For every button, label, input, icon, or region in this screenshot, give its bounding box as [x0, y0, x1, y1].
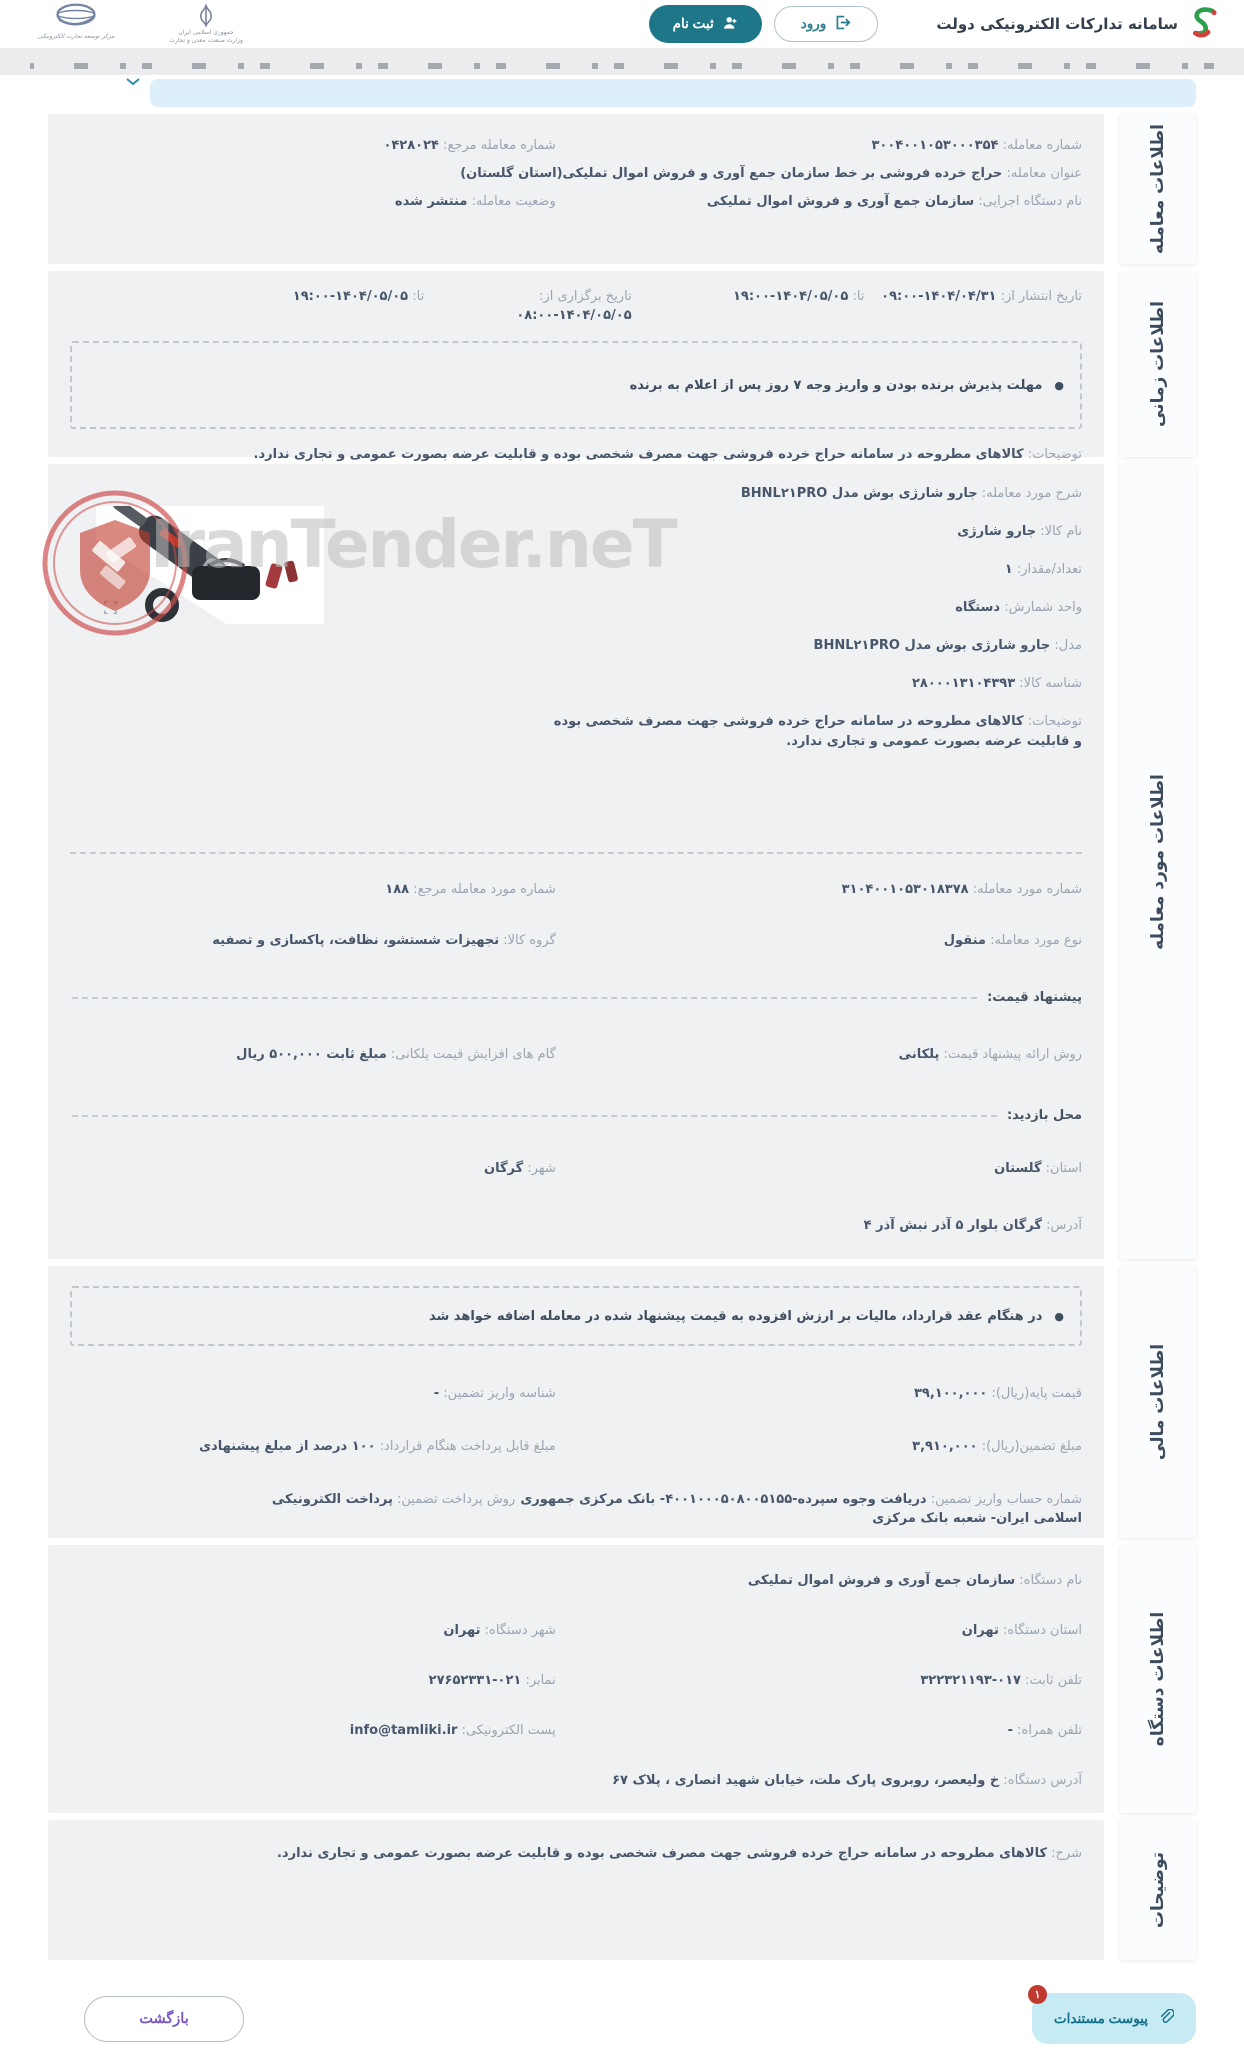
login-label: ورود	[800, 16, 827, 31]
section-content	[48, 114, 1104, 264]
main-content	[0, 114, 1244, 1960]
bullet-icon: ●	[1054, 1309, 1064, 1323]
price-offer-separator: پیشنهاد قیمت:	[70, 990, 1082, 1005]
field-org-city: شهر دستگاه: تهران	[443, 1623, 556, 1638]
section-content	[48, 1545, 1104, 1813]
field-org-province: استان دستگاه: تهران	[961, 1623, 1082, 1638]
field-address: آدرس: گرگان بلوار ۵ آذر نبش آذر ۴	[863, 1218, 1082, 1233]
section-deal-info	[48, 114, 1196, 264]
ecommerce-center-logo	[28, 3, 124, 41]
field-deal-title: عنوان معامله: حراج خرده فروشی بر خط سازمان جمع آوری و فروش اموال تملیکی(استان گلستان)	[460, 166, 1082, 181]
ecommerce-center-caption: مرکز توسعه تجارت الکترونیکی	[37, 33, 115, 40]
field-item-category: گروه کالا: تجهیزات شستشو، نظافت، پاکسازی و تصفیه	[212, 933, 556, 948]
section-title: توضیحات	[1148, 1851, 1168, 1929]
product-photo	[96, 506, 324, 624]
section-notes	[48, 1820, 1196, 1960]
dashed-separator	[70, 852, 1082, 854]
field-org-phone: تلفن ثابت: ۰۱۷-۳۲۲۳۲۱۱۹۳	[920, 1673, 1082, 1688]
section-label-panel	[1120, 1266, 1196, 1538]
winner-deadline-notice: ● مهلت پذیرش برنده بودن و واریز وجه ۷ روز پس از اعلام به برنده	[70, 341, 1082, 429]
field-item-type: نوع مورد معامله: منقول	[943, 933, 1082, 948]
section-title: اطلاعات مالی	[1148, 1343, 1168, 1461]
login-button[interactable]	[774, 6, 879, 42]
field-org-email: پست الکترونیکی: info@tamliki.ir	[349, 1723, 556, 1738]
field-price-step: گام های افزایش قیمت پلکانی: مبلغ ثابت ۵۰۰,۰۰۰ ریال	[236, 1047, 556, 1062]
back-button[interactable]: بازگشت	[84, 1996, 244, 2042]
field-item-notes: توضیحات: کالاهای مطروحه در سامانه حراج خرده فروشی جهت مصرف شخصی بوده و قابلیت عرضه بصورت عمومی و تجاری ندارد.	[553, 714, 1082, 749]
field-deal-status: وضعیت معامله: منتشر شده	[394, 194, 556, 209]
bullet-icon: ●	[1054, 378, 1064, 392]
section-item-info	[48, 464, 1196, 1259]
login-icon	[834, 14, 851, 34]
field-guarantee-amount: مبلغ تضمین(ریال): ۳,۹۱۰,۰۰۰	[912, 1439, 1082, 1454]
photo-expand-icon[interactable]	[104, 601, 117, 618]
user-plus-icon	[722, 15, 738, 34]
status-badge: منتشر شده	[394, 194, 468, 209]
section-label-panel	[1120, 464, 1196, 1259]
section-content	[48, 464, 1104, 1259]
field-item-model: مدل: جارو شارژی بوش مدل BHNL۲۱PRO	[813, 638, 1082, 653]
section-label-panel	[1120, 114, 1196, 264]
field-publish-to: تا: ۱۴۰۴/۰۵/۰۵-۱۹:۰۰	[732, 289, 865, 304]
field-item-number: شماره مورد معامله: ۳۱۰۴۰۰۱۰۵۳۰۱۸۳۷۸	[841, 882, 1082, 897]
section-content	[48, 1266, 1104, 1538]
section-label-panel	[1120, 1545, 1196, 1813]
field-guarantee-deposit-id: شناسه واریز تضمین: -	[433, 1386, 556, 1401]
vacuum-photo-graphic	[96, 506, 324, 624]
section-timing-info	[48, 271, 1196, 462]
item-fields	[550, 480, 1082, 752]
field-item-unit: واحد شمارش: دستگاه	[955, 600, 1082, 615]
section-title: اطلاعات معامله	[1148, 123, 1168, 255]
field-item-name: نام کالا: جارو شارژی	[957, 524, 1082, 539]
field-offer-method: روش ارائه پیشنهاد قیمت: پلکانی	[898, 1047, 1082, 1062]
field-guarantee-payment-method: روش پرداخت تضمین: پرداخت الکترونیکی	[271, 1492, 516, 1507]
field-guarantee-account: شماره حساب واریز تضمین: دریافت وجوه سپرده-۴۰۰۱۰۰۰۵۰۸۰۰۵۱۵۵- بانک مرکزی جمهوری اسلامی ایران- شعبه بانک مرکزی	[520, 1492, 1082, 1526]
section-financial-info	[48, 1266, 1196, 1538]
ministry-caption-1: جمهوری اسلامی ایران	[178, 29, 234, 36]
field-held-from: تاریخ برگزاری از: ۱۴۰۴/۰۵/۰۵-۰۸:۰۰	[516, 289, 632, 323]
field-item-description: شرح مورد معامله: جارو شارژی بوش مدل BHNL۲۱PRO	[740, 486, 1082, 501]
field-item-quantity: تعداد/مقدار: ۱	[1004, 562, 1082, 577]
field-deal-ref-number: شماره معامله مرجع: ۰۴۲۸۰۲۴	[383, 138, 556, 153]
field-item-ref-number: شماره مورد معامله مرجع: ۱۸۸	[385, 882, 556, 897]
field-deal-number: شماره معامله: ۳۰۰۴۰۰۱۰۵۳۰۰۰۳۵۴	[871, 138, 1082, 153]
paperclip-icon	[1158, 2009, 1174, 2028]
field-contract-payable: مبلغ قابل پرداخت هنگام قرارداد: ۱۰۰ درصد از مبلغ پیشنهادی	[199, 1439, 556, 1454]
globe-icon	[50, 3, 102, 33]
register-button[interactable]	[649, 5, 762, 43]
section-content	[48, 1820, 1104, 1960]
register-label: ثبت نام	[672, 16, 714, 31]
field-org-address: آدرس دستگاه: خ ولیعصر، روبروی پارک ملت، خیابان شهید انصاری ، پلاک ۶۷	[612, 1773, 1082, 1788]
section-label-panel	[1120, 1820, 1196, 1960]
ministry-logo	[158, 3, 254, 45]
field-publish-from: تاریخ انتشار از: ۱۴۰۴/۰۴/۳۱-۰۹:۰۰	[881, 289, 1082, 304]
iran-emblem-icon	[195, 3, 217, 29]
field-item-id: شناسه کالا: ۲۸۰۰۰۱۳۱۰۴۳۹۳	[911, 676, 1082, 691]
alert-strip	[150, 79, 1196, 107]
vat-notice: ● در هنگام عقد قرارداد، مالیات بر ارزش افزوده به قیمت پیشنهاد شده در معامله اضافه خواهد شد	[70, 1286, 1082, 1346]
section-label-panel	[1120, 271, 1196, 457]
main-nav-clipped[interactable]	[0, 48, 1244, 75]
watermark-text: IranTender.neT	[150, 506, 676, 583]
section-organization-info	[48, 1545, 1196, 1813]
clipped-nav-text	[30, 63, 1214, 69]
attachments-label: پیوست مستندات	[1053, 2010, 1148, 2026]
field-province: استان: گلستان	[994, 1161, 1082, 1176]
section-title: اطلاعات دستگاه	[1148, 1611, 1168, 1747]
field-executive-org: نام دستگاه اجرایی: سازمان جمع آوری و فروش اموال تملیکی	[706, 194, 1082, 209]
attachments-button[interactable]	[1032, 1989, 1196, 2044]
brand	[936, 5, 1220, 43]
section-content	[48, 271, 1104, 462]
chevron-down-icon[interactable]	[126, 70, 140, 89]
ministry-caption-2: وزارت صنعت، معدن و تجارت	[169, 37, 243, 44]
field-timing-description: توضیحات: کالاهای مطروحه در سامانه حراج خرده فروشی جهت مصرف شخصی بوده و قابلیت عرضه بصورت عمومی و تجاری ندارد.	[253, 447, 1082, 462]
field-notes-description: شرح: کالاهای مطروحه در سامانه حراج خرده فروشی جهت مصرف شخصی بوده و قابلیت عرضه بصورت عمومی و تجاری ندارد.	[276, 1846, 1082, 1861]
field-org-mobile: تلفن همراه: -	[1007, 1723, 1082, 1738]
setad-logo-icon	[1186, 5, 1220, 43]
government-logos	[24, 3, 254, 45]
field-city: شهر: گرگان	[484, 1161, 556, 1176]
visit-location-separator: محل بازدید:	[70, 1108, 1082, 1123]
footer-bar	[0, 1967, 1244, 2070]
field-org-name: نام دستگاه: سازمان جمع آوری و فروش اموال تملیکی	[747, 1573, 1082, 1588]
section-title: اطلاعات زمانی	[1148, 300, 1168, 428]
field-org-fax: نمابر: ۰۲۱-۲۷۶۵۲۳۳۱	[428, 1673, 556, 1688]
attachments-count-badge: ۱	[1028, 1985, 1047, 2004]
header	[0, 0, 1244, 48]
site-title: سامانه تدارکات الکترونیکی دولت	[936, 15, 1178, 33]
field-held-to: تا: ۱۴۰۴/۰۵/۰۵-۱۹:۰۰	[292, 289, 425, 304]
section-title: اطلاعات مورد معامله	[1148, 773, 1168, 950]
field-base-price: قیمت پایه(ریال): ۳۹,۱۰۰,۰۰۰	[913, 1386, 1082, 1401]
